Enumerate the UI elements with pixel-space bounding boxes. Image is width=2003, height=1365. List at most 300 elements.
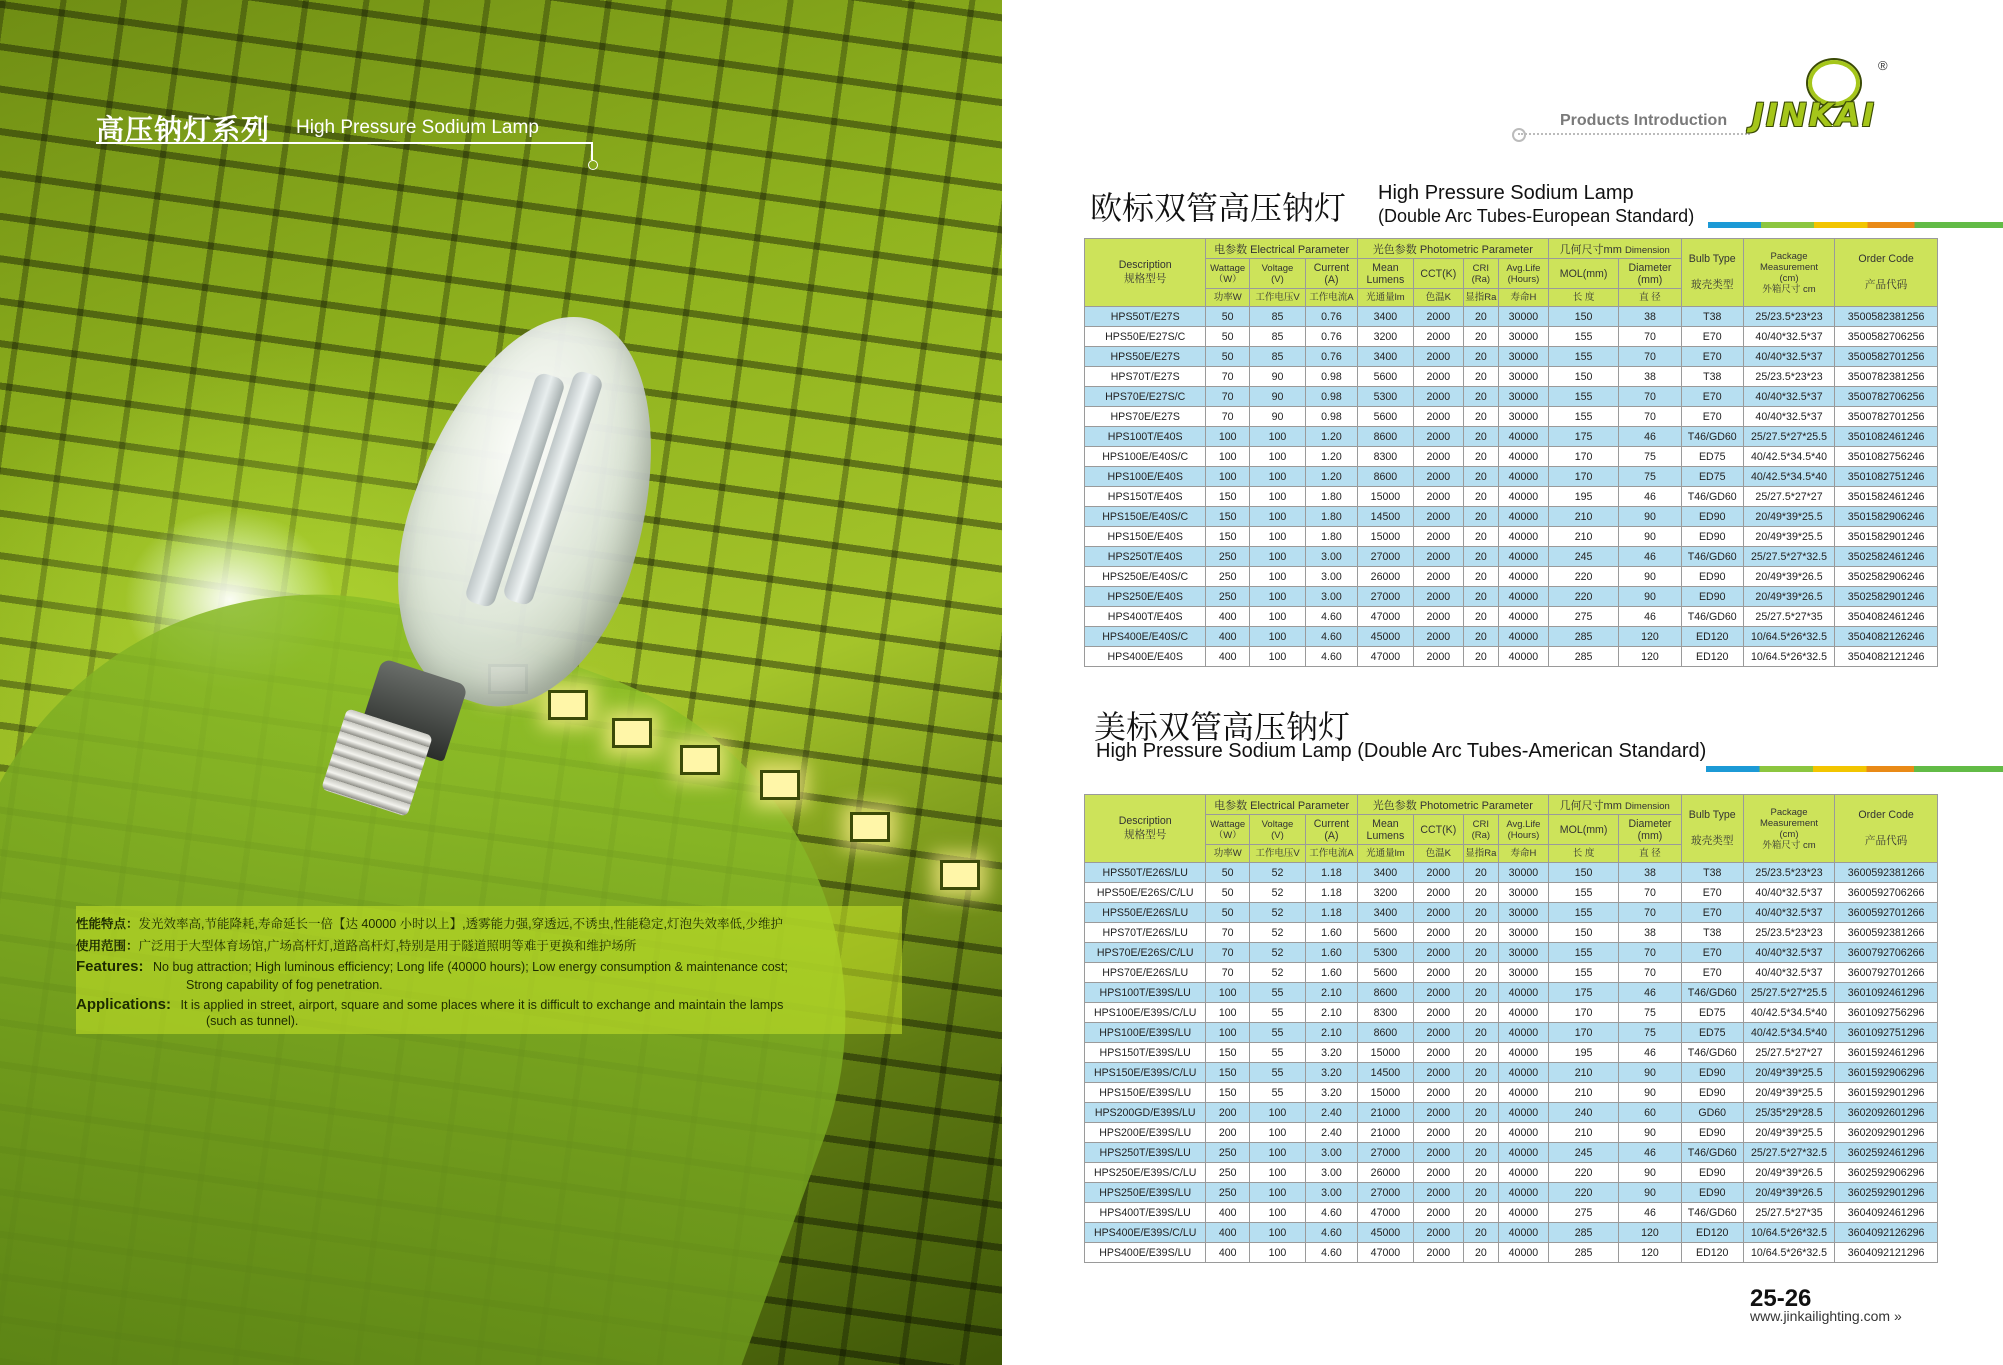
cell-cct: 2000 xyxy=(1413,507,1463,527)
cell-wattage: 150 xyxy=(1206,1063,1250,1083)
cell-diameter: 120 xyxy=(1619,1243,1681,1263)
table-row xyxy=(1085,1103,1938,1123)
sub-cct: 色温K xyxy=(1413,845,1463,863)
cell-wattage: 400 xyxy=(1206,627,1250,647)
cell-lumens: 47000 xyxy=(1357,1203,1413,1223)
cell-lumens: 47000 xyxy=(1357,607,1413,627)
cell-cct: 2000 xyxy=(1413,1083,1463,1103)
cell-current: 0.76 xyxy=(1306,307,1358,327)
cell-lumens: 26000 xyxy=(1357,1163,1413,1183)
applications-cn-label: 使用范围： xyxy=(76,938,139,953)
table-row xyxy=(1085,1143,1938,1163)
cell-lumens: 3400 xyxy=(1357,863,1413,883)
hdr-bulb-type-cn: 玻壳类型 xyxy=(1691,279,1734,291)
cell-wattage: 100 xyxy=(1206,467,1250,487)
table-row xyxy=(1085,923,1938,943)
sodium-lamp-bulb-image xyxy=(320,310,660,810)
cell-bulb-type: ED75 xyxy=(1681,447,1743,467)
cell-order-code: 3604092461296 xyxy=(1835,1203,1938,1223)
cell-voltage: 52 xyxy=(1249,863,1305,883)
cell-cct: 2000 xyxy=(1413,1043,1463,1063)
cell-package: 40/42.5*34.5*40 xyxy=(1743,1023,1834,1043)
hdr-diameter: Diameter xyxy=(1628,261,1672,274)
cell-cri: 20 xyxy=(1463,903,1498,923)
table-row xyxy=(1085,943,1938,963)
cell-current: 2.40 xyxy=(1306,1103,1358,1123)
cell-wattage: 70 xyxy=(1206,923,1250,943)
cell-lumens: 47000 xyxy=(1357,1243,1413,1263)
cell-avg-life: 30000 xyxy=(1498,327,1548,347)
cell-cct: 2000 xyxy=(1413,327,1463,347)
cell-cri: 20 xyxy=(1463,307,1498,327)
hdr-lumens: Lumens xyxy=(1366,273,1405,286)
cell-avg-life: 40000 xyxy=(1498,587,1548,607)
logo-text: JINKAI xyxy=(1752,96,1877,134)
cell-cri: 20 xyxy=(1463,567,1498,587)
cell-description: HPS100E/E40S xyxy=(1085,467,1206,487)
features-en-line xyxy=(76,958,788,975)
cell-mol: 275 xyxy=(1548,607,1619,627)
cell-wattage: 250 xyxy=(1206,587,1250,607)
tunnel-light xyxy=(940,860,980,890)
hdr-photometric-group: 光色参数 Photometric Parameter xyxy=(1357,239,1548,259)
table-row xyxy=(1085,1223,1938,1243)
cell-voltage: 55 xyxy=(1249,1043,1305,1063)
cell-lumens: 5300 xyxy=(1357,943,1413,963)
cell-avg-life: 40000 xyxy=(1498,1203,1548,1223)
cell-current: 3.00 xyxy=(1306,1163,1358,1183)
cell-package: 10/64.5*26*32.5 xyxy=(1743,627,1834,647)
sub-wattage: 功率W xyxy=(1206,845,1250,863)
sub-life: 寿命H xyxy=(1498,845,1548,863)
cell-package: 25/27.5*27*27 xyxy=(1743,1043,1834,1063)
col-current xyxy=(1306,815,1358,845)
cell-wattage: 100 xyxy=(1206,427,1250,447)
cell-cct: 2000 xyxy=(1413,1143,1463,1163)
sub-lumens: 光通量lm xyxy=(1357,289,1413,307)
cell-avg-life: 40000 xyxy=(1498,1063,1548,1083)
cell-description: HPS250E/E39S/C/LU xyxy=(1085,1163,1206,1183)
cell-voltage: 100 xyxy=(1249,1243,1305,1263)
cell-mol: 150 xyxy=(1548,307,1619,327)
sub-voltage: 工作电压V xyxy=(1249,289,1305,307)
hdr-description: Description xyxy=(1118,259,1172,271)
table-row xyxy=(1085,983,1938,1003)
table-row xyxy=(1085,347,1938,367)
cell-current: 3.00 xyxy=(1306,587,1358,607)
cell-current: 1.20 xyxy=(1306,447,1358,467)
cell-package: 20/49*39*26.5 xyxy=(1743,587,1834,607)
cell-wattage: 100 xyxy=(1206,983,1250,1003)
cell-cct: 2000 xyxy=(1413,387,1463,407)
cell-order-code: 3500782381256 xyxy=(1835,367,1938,387)
cell-description: HPS250E/E39S/LU xyxy=(1085,1183,1206,1203)
hdr-description: Description xyxy=(1118,815,1172,827)
col-description xyxy=(1085,795,1206,863)
cell-description: HPS70E/E27S xyxy=(1085,407,1206,427)
col-voltage xyxy=(1249,259,1305,289)
cell-order-code: 3502582906246 xyxy=(1835,567,1938,587)
cell-package: 20/49*39*26.5 xyxy=(1743,567,1834,587)
applications-en-text: It is applied in street, airport, square and some places where it is difficult to exchange and maintain the lamps xyxy=(180,998,784,1012)
website-text: www.jinkailighting.com xyxy=(1750,1308,1891,1324)
applications-en-line2: (such as tunnel). xyxy=(206,1014,299,1028)
hdr-package-cn: 外箱尺寸 xyxy=(1762,839,1801,851)
cell-order-code: 3602592901296 xyxy=(1835,1183,1938,1203)
cell-bulb-type: ED90 xyxy=(1681,1063,1743,1083)
cell-mol: 195 xyxy=(1548,487,1619,507)
table-row xyxy=(1085,387,1938,407)
cell-description: HPS100E/E39S/C/LU xyxy=(1085,1003,1206,1023)
table-row xyxy=(1085,427,1938,447)
cell-order-code: 3502582901246 xyxy=(1835,587,1938,607)
cell-avg-life: 40000 xyxy=(1498,1163,1548,1183)
cell-mol: 275 xyxy=(1548,1203,1619,1223)
cell-cri: 20 xyxy=(1463,1043,1498,1063)
cell-voltage: 55 xyxy=(1249,983,1305,1003)
cell-cri: 20 xyxy=(1463,1003,1498,1023)
cell-order-code: 3601092756296 xyxy=(1835,1003,1938,1023)
hdr-package-cn-unit: cm xyxy=(1803,283,1816,295)
tunnel-light xyxy=(760,770,800,800)
cell-package: 10/64.5*26*32.5 xyxy=(1743,1243,1834,1263)
cell-bulb-type: T38 xyxy=(1681,307,1743,327)
col-mol: MOL(mm) xyxy=(1548,815,1619,845)
cell-voltage: 55 xyxy=(1249,1083,1305,1103)
cell-package: 20/49*39*25.5 xyxy=(1743,527,1834,547)
cell-order-code: 3600592381266 xyxy=(1835,923,1938,943)
cell-mol: 285 xyxy=(1548,1223,1619,1243)
cell-cri: 20 xyxy=(1463,527,1498,547)
sub-mol: 长 度 xyxy=(1548,289,1619,307)
cell-cri: 20 xyxy=(1463,407,1498,427)
cell-voltage: 100 xyxy=(1249,1103,1305,1123)
title-dot-icon xyxy=(588,160,598,170)
sub-life: 寿命H xyxy=(1498,289,1548,307)
cell-bulb-type: ED90 xyxy=(1681,1163,1743,1183)
cell-cri: 20 xyxy=(1463,587,1498,607)
cell-avg-life: 40000 xyxy=(1498,607,1548,627)
cell-wattage: 250 xyxy=(1206,567,1250,587)
cell-current: 2.40 xyxy=(1306,1123,1358,1143)
cell-lumens: 26000 xyxy=(1357,567,1413,587)
cell-avg-life: 40000 xyxy=(1498,1083,1548,1103)
table-row xyxy=(1085,1083,1938,1103)
cell-cct: 2000 xyxy=(1413,487,1463,507)
cell-description: HPS150T/E40S xyxy=(1085,487,1206,507)
cell-mol: 155 xyxy=(1548,883,1619,903)
cell-package: 25/35*29*28.5 xyxy=(1743,1103,1834,1123)
col-cct: CCT(K) xyxy=(1413,815,1463,845)
cell-description: HPS70E/E26S/C/LU xyxy=(1085,943,1206,963)
hdr-description-cn: 规格型号 xyxy=(1124,273,1167,285)
cell-voltage: 100 xyxy=(1249,447,1305,467)
cell-lumens: 8600 xyxy=(1357,983,1413,1003)
col-diameter xyxy=(1619,259,1681,289)
cell-mol: 210 xyxy=(1548,527,1619,547)
hdr-order-code-cn: 产品代码 xyxy=(1864,835,1908,847)
cell-mol: 170 xyxy=(1548,447,1619,467)
cell-avg-life: 40000 xyxy=(1498,527,1548,547)
hdr-lumens: Lumens xyxy=(1366,829,1405,842)
col-package xyxy=(1743,795,1834,863)
hdr-dimension-cn: 几何尺寸mm xyxy=(1559,799,1622,812)
cell-current: 4.60 xyxy=(1306,607,1358,627)
cell-cct: 2000 xyxy=(1413,1103,1463,1123)
cell-package: 40/42.5*34.5*40 xyxy=(1743,1003,1834,1023)
cell-description: HPS250E/E40S xyxy=(1085,587,1206,607)
cell-package: 25/27.5*27*32.5 xyxy=(1743,1143,1834,1163)
cell-package: 40/40*32.5*37 xyxy=(1743,387,1834,407)
cell-description: HPS100T/E39S/LU xyxy=(1085,983,1206,1003)
cell-avg-life: 40000 xyxy=(1498,1103,1548,1123)
cell-diameter: 46 xyxy=(1619,983,1681,1003)
cell-description: HPS50T/E26S/LU xyxy=(1085,863,1206,883)
cell-cri: 20 xyxy=(1463,1223,1498,1243)
header-dotted-line xyxy=(1518,133,1750,135)
table-european-standard xyxy=(1084,238,1938,667)
cell-cri: 20 xyxy=(1463,547,1498,567)
cell-package: 25/27.5*27*27 xyxy=(1743,487,1834,507)
hdr-photometric-group: 光色参数 Photometric Parameter xyxy=(1357,795,1548,815)
cell-order-code: 3600792706266 xyxy=(1835,943,1938,963)
cell-diameter: 75 xyxy=(1619,447,1681,467)
cell-lumens: 15000 xyxy=(1357,1083,1413,1103)
cell-voltage: 100 xyxy=(1249,487,1305,507)
cell-cri: 20 xyxy=(1463,647,1498,667)
col-wattage xyxy=(1206,815,1250,845)
cell-mol: 210 xyxy=(1548,507,1619,527)
sub-cri: 显指Ra xyxy=(1463,289,1498,307)
hdr-wattage: Wattage xyxy=(1210,818,1246,830)
tunnel-light xyxy=(850,812,890,842)
cell-wattage: 150 xyxy=(1206,1043,1250,1063)
cell-mol: 175 xyxy=(1548,427,1619,447)
cell-package: 40/40*32.5*37 xyxy=(1743,327,1834,347)
hdr-dimension-group xyxy=(1548,795,1681,815)
cell-voltage: 85 xyxy=(1249,327,1305,347)
hdr-wattage-unit: （W） xyxy=(1213,273,1242,285)
cell-lumens: 27000 xyxy=(1357,547,1413,567)
cell-bulb-type: T46/GD60 xyxy=(1681,487,1743,507)
hdr-package-cn: 外箱尺寸 xyxy=(1762,283,1801,295)
hdr-voltage: Voltage xyxy=(1261,262,1294,274)
cell-description: HPS400T/E39S/LU xyxy=(1085,1203,1206,1223)
cell-bulb-type: E70 xyxy=(1681,963,1743,983)
cell-cct: 2000 xyxy=(1413,1023,1463,1043)
cell-wattage: 50 xyxy=(1206,883,1250,903)
cell-cri: 20 xyxy=(1463,1163,1498,1183)
cell-diameter: 70 xyxy=(1619,327,1681,347)
hdr-cri: CRI xyxy=(1472,262,1490,274)
cell-current: 3.20 xyxy=(1306,1083,1358,1103)
cell-lumens: 5600 xyxy=(1357,963,1413,983)
cell-diameter: 38 xyxy=(1619,367,1681,387)
cell-description: HPS100E/E39S/LU xyxy=(1085,1023,1206,1043)
hdr-dimension-cn: 几何尺寸mm xyxy=(1559,243,1622,256)
col-avg-life xyxy=(1498,259,1548,289)
cell-avg-life: 40000 xyxy=(1498,983,1548,1003)
cell-cri: 20 xyxy=(1463,507,1498,527)
cell-bulb-type: E70 xyxy=(1681,347,1743,367)
cell-mol: 155 xyxy=(1548,903,1619,923)
cell-current: 2.10 xyxy=(1306,1003,1358,1023)
cell-mol: 150 xyxy=(1548,863,1619,883)
sub-current: 工作电流A xyxy=(1306,289,1358,307)
cell-cri: 20 xyxy=(1463,327,1498,347)
table-row xyxy=(1085,407,1938,427)
cell-cct: 2000 xyxy=(1413,567,1463,587)
section2-title-cn: 美标双管高压钠灯 xyxy=(1094,708,1351,746)
cell-current: 1.60 xyxy=(1306,923,1358,943)
cell-diameter: 70 xyxy=(1619,963,1681,983)
cell-order-code: 3501082756246 xyxy=(1835,447,1938,467)
cell-diameter: 46 xyxy=(1619,607,1681,627)
features-en-text: No bug attraction; High luminous efficiency; Long life (40000 hours); Low energy consumption & maintenance cost; xyxy=(153,960,788,974)
cell-wattage: 150 xyxy=(1206,527,1250,547)
cell-current: 4.60 xyxy=(1306,647,1358,667)
cell-cct: 2000 xyxy=(1413,1203,1463,1223)
col-order-code xyxy=(1835,795,1938,863)
cell-package: 25/27.5*27*35 xyxy=(1743,1203,1834,1223)
cell-avg-life: 40000 xyxy=(1498,1123,1548,1143)
cell-package: 40/40*32.5*37 xyxy=(1743,407,1834,427)
cell-description: HPS70T/E26S/LU xyxy=(1085,923,1206,943)
cell-current: 1.60 xyxy=(1306,943,1358,963)
table-row xyxy=(1085,963,1938,983)
col-voltage xyxy=(1249,815,1305,845)
cell-voltage: 100 xyxy=(1249,647,1305,667)
cell-mol: 240 xyxy=(1548,1103,1619,1123)
applications-cn-line xyxy=(76,936,636,954)
table-row xyxy=(1085,567,1938,587)
cell-diameter: 120 xyxy=(1619,1223,1681,1243)
cell-cri: 20 xyxy=(1463,883,1498,903)
cell-avg-life: 30000 xyxy=(1498,307,1548,327)
cell-order-code: 3501082751246 xyxy=(1835,467,1938,487)
jinkai-logo xyxy=(1752,60,1920,140)
section1-title-en-line1: High Pressure Sodium Lamp xyxy=(1378,182,1634,204)
hdr-voltage-unit: (V) xyxy=(1271,273,1284,285)
cell-mol: 285 xyxy=(1548,627,1619,647)
cell-description: HPS400E/E39S/LU xyxy=(1085,1243,1206,1263)
applications-en-label: Applications: xyxy=(76,996,172,1013)
cell-cct: 2000 xyxy=(1413,1123,1463,1143)
cell-bulb-type: T38 xyxy=(1681,923,1743,943)
cell-order-code: 3500782706256 xyxy=(1835,387,1938,407)
cell-avg-life: 30000 xyxy=(1498,883,1548,903)
hdr-package: Package xyxy=(1770,250,1808,262)
col-cct: CCT(K) xyxy=(1413,259,1463,289)
table-row xyxy=(1085,367,1938,387)
cell-wattage: 250 xyxy=(1206,547,1250,567)
cell-current: 1.80 xyxy=(1306,507,1358,527)
hdr-voltage-unit: (V) xyxy=(1271,829,1284,841)
cell-bulb-type: T38 xyxy=(1681,367,1743,387)
website-link[interactable] xyxy=(1750,1308,1902,1324)
cell-package: 20/49*39*25.5 xyxy=(1743,1063,1834,1083)
cell-lumens: 21000 xyxy=(1357,1123,1413,1143)
cell-avg-life: 30000 xyxy=(1498,387,1548,407)
cell-description: HPS150T/E39S/LU xyxy=(1085,1043,1206,1063)
cell-mol: 155 xyxy=(1548,963,1619,983)
cell-order-code: 3500782701256 xyxy=(1835,407,1938,427)
cell-package: 40/40*32.5*37 xyxy=(1743,883,1834,903)
cell-wattage: 70 xyxy=(1206,387,1250,407)
cell-cri: 20 xyxy=(1463,447,1498,467)
cell-bulb-type: E70 xyxy=(1681,407,1743,427)
features-cn-text: 发光效率高,节能降耗,寿命延长一倍【达 40000 小时以上】,透雾能力强,穿透远,不诱虫,性能稳定,灯泡失效率低,少维护 xyxy=(138,917,784,931)
cell-lumens: 3200 xyxy=(1357,327,1413,347)
col-diameter xyxy=(1619,815,1681,845)
hdr-package-unit: (cm) xyxy=(1779,272,1799,284)
cell-avg-life: 40000 xyxy=(1498,1043,1548,1063)
cell-voltage: 85 xyxy=(1249,307,1305,327)
cell-diameter: 75 xyxy=(1619,1023,1681,1043)
cell-description: HPS200GD/E39S/LU xyxy=(1085,1103,1206,1123)
cell-wattage: 400 xyxy=(1206,647,1250,667)
cell-package: 40/42.5*34.5*40 xyxy=(1743,447,1834,467)
col-cri xyxy=(1463,259,1498,289)
cell-lumens: 5600 xyxy=(1357,923,1413,943)
cell-current: 3.20 xyxy=(1306,1043,1358,1063)
section1-title-cn: 欧标双管高压钠灯 xyxy=(1090,189,1347,227)
cell-diameter: 75 xyxy=(1619,1003,1681,1023)
cell-description: HPS50E/E26S/LU xyxy=(1085,903,1206,923)
hdr-avg-life: Avg.Life xyxy=(1506,262,1541,274)
cell-mol: 245 xyxy=(1548,547,1619,567)
cell-current: 2.10 xyxy=(1306,1023,1358,1043)
hdr-bulb-type: Bulb Type xyxy=(1688,253,1736,265)
cell-voltage: 52 xyxy=(1249,963,1305,983)
hdr-dimension-group xyxy=(1548,239,1681,259)
cell-diameter: 120 xyxy=(1619,647,1681,667)
cell-wattage: 400 xyxy=(1206,607,1250,627)
cell-diameter: 90 xyxy=(1619,587,1681,607)
cell-mol: 155 xyxy=(1548,347,1619,367)
cell-cct: 2000 xyxy=(1413,347,1463,367)
cell-cct: 2000 xyxy=(1413,367,1463,387)
section1-title-en-line2: (Double Arc Tubes-European Standard) xyxy=(1378,206,1695,226)
cell-package: 25/27.5*27*32.5 xyxy=(1743,547,1834,567)
cell-cri: 20 xyxy=(1463,983,1498,1003)
cell-bulb-type: E70 xyxy=(1681,903,1743,923)
cell-diameter: 90 xyxy=(1619,567,1681,587)
cell-voltage: 100 xyxy=(1249,587,1305,607)
cell-diameter: 120 xyxy=(1619,627,1681,647)
cell-lumens: 14500 xyxy=(1357,1063,1413,1083)
cell-cri: 20 xyxy=(1463,1103,1498,1123)
cell-cri: 20 xyxy=(1463,427,1498,447)
cell-mol: 170 xyxy=(1548,1023,1619,1043)
cell-current: 1.18 xyxy=(1306,903,1358,923)
cell-diameter: 46 xyxy=(1619,1043,1681,1063)
cell-package: 20/49*39*25.5 xyxy=(1743,1123,1834,1143)
cell-lumens: 45000 xyxy=(1357,1223,1413,1243)
cell-diameter: 46 xyxy=(1619,427,1681,447)
cell-avg-life: 30000 xyxy=(1498,923,1548,943)
cell-diameter: 38 xyxy=(1619,307,1681,327)
sub-voltage: 工作电压V xyxy=(1249,845,1305,863)
cell-bulb-type: T46/GD60 xyxy=(1681,427,1743,447)
cell-diameter: 90 xyxy=(1619,527,1681,547)
cell-order-code: 3500582706256 xyxy=(1835,327,1938,347)
cell-bulb-type: ED90 xyxy=(1681,527,1743,547)
cell-current: 3.00 xyxy=(1306,1183,1358,1203)
cell-mol: 220 xyxy=(1548,587,1619,607)
cell-voltage: 100 xyxy=(1249,507,1305,527)
cell-wattage: 250 xyxy=(1206,1143,1250,1163)
